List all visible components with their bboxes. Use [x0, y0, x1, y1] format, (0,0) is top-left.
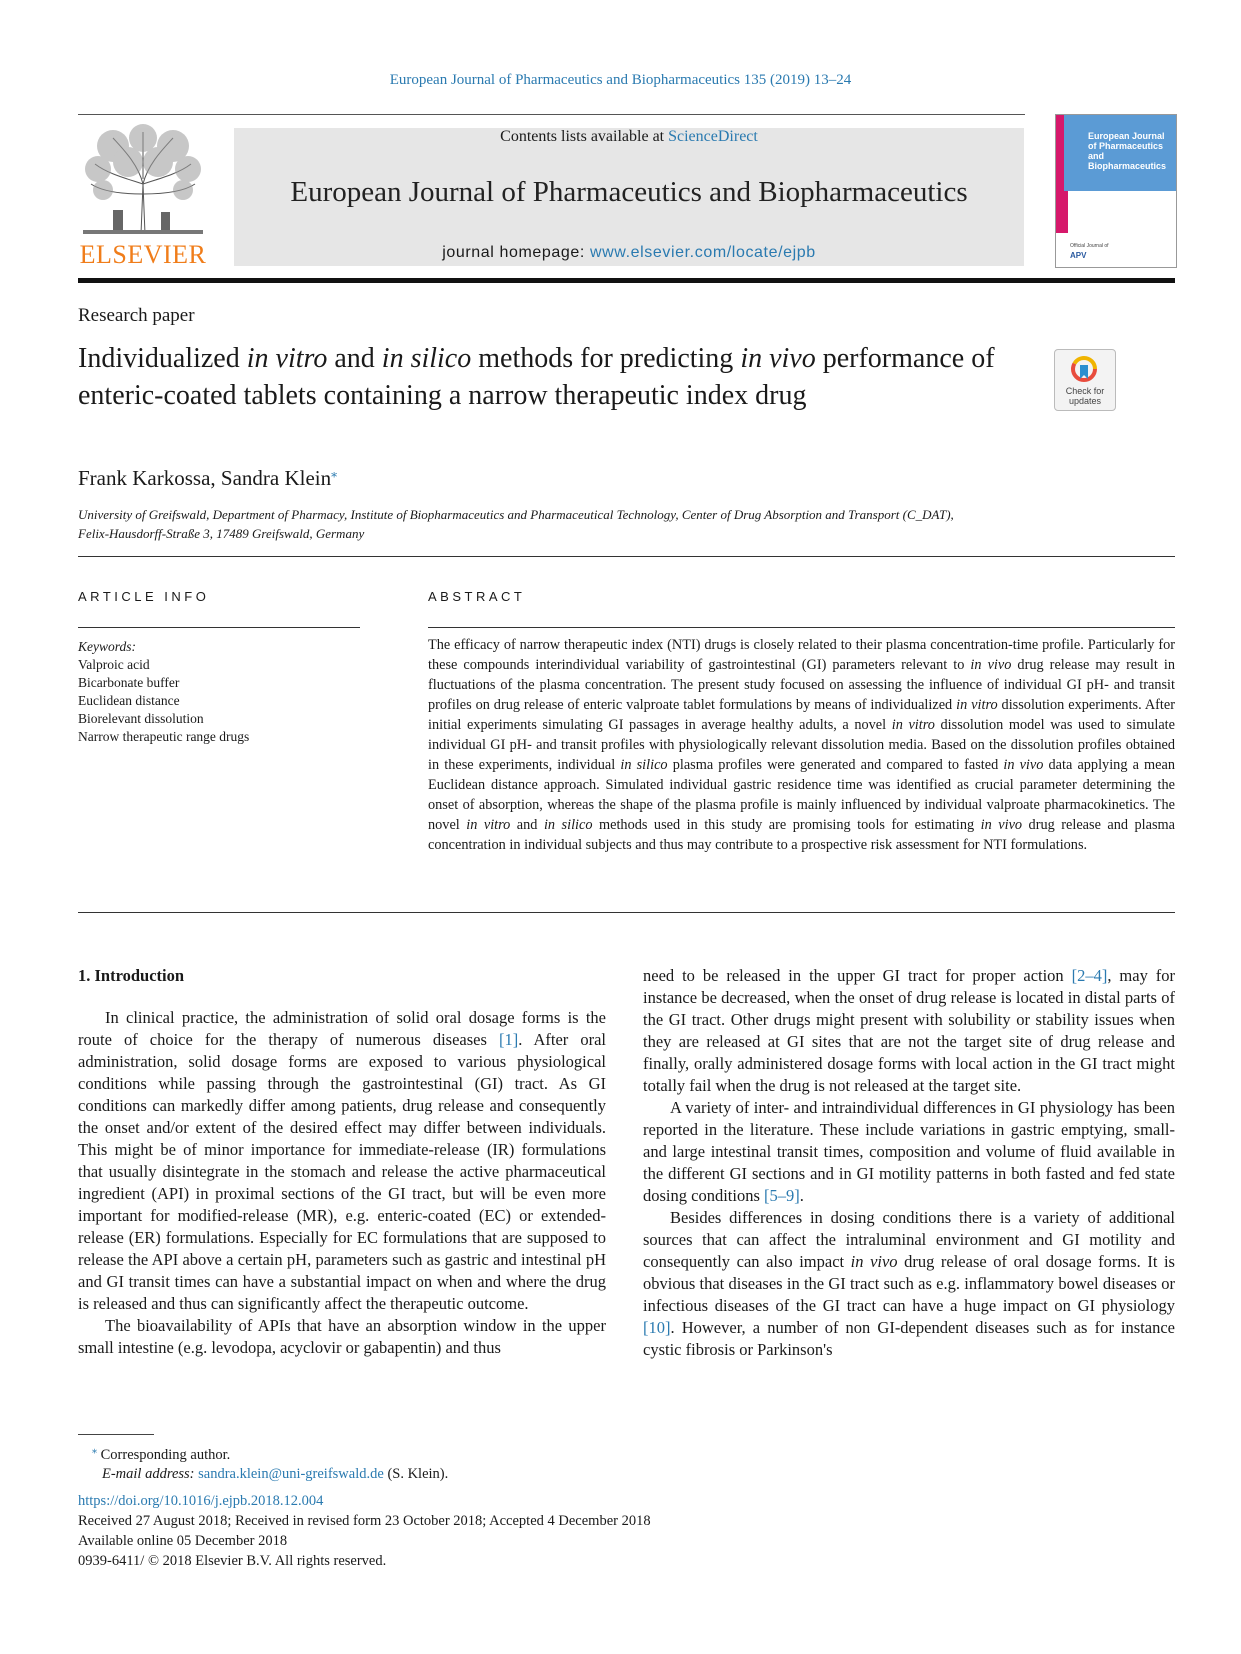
article-info-heading: ARTICLE INFO [78, 589, 210, 604]
article-type: Research paper [78, 305, 195, 326]
body-paragraph: need to be released in the upper GI tract for proper action [2–4], may for instance be decreased, when the onset of drug release is located in distal parts of the GI tract. Other drugs might present with solubility or stability issues when they are released at GI sites that are not the target site of drug release and finally, orally administered dosage forms with local action in the GI tract might totally fail when the drug is not released at the target site. [643, 966, 1175, 1095]
footnote-rule [78, 1434, 154, 1435]
cover-pink-stripe [1056, 115, 1064, 233]
keywords-block [78, 638, 249, 746]
journal-cover-thumbnail[interactable] [1055, 114, 1177, 268]
body-paragraph: A variety of inter- and intraindividual differences in GI physiology has been reported in the literature. These include variations in gastric emptying, small- and large intestinal transit times, composition and volume of fluid available in the different GI sections and in GI motility patterns in both fasted and fed state dosing conditions [5–9]. [643, 1098, 1175, 1205]
author-email-link[interactable]: sandra.klein@uni-greifswald.de [198, 1465, 384, 1482]
header-rule [78, 114, 1025, 115]
corresponding-author-footnote: ⁎ Corresponding author. E-mail address: sandra.klein@uni-greifswald.de (S. Klein). [92, 1445, 449, 1482]
citation-link[interactable]: [10] [643, 1318, 671, 1337]
elsevier-logo[interactable] [78, 124, 208, 270]
section-heading-introduction: 1. Introduction [78, 966, 185, 985]
cover-official-text: Official Journal of [1070, 243, 1109, 249]
footnote-mark: ⁎ [92, 1445, 97, 1456]
journal-banner [234, 128, 1024, 266]
header-thick-rule [78, 278, 1175, 283]
body-column-right [643, 965, 1175, 1361]
running-header[interactable]: European Journal of Pharmaceutics and Biopharmaceutics 135 (2019) 13–24 [389, 72, 852, 88]
article-title: Individualized in vitro and in silico methods for predicting in vivo performance of enteric-coated tablets containing a narrow therapeutic index drug [78, 343, 995, 411]
abstract-heading: ABSTRACT [428, 589, 526, 604]
body-paragraph: Besides differences in dosing conditions there is a variety of additional sources that can affect the intraluminal environment and GI motility and consequently can also impact in vivo drug release of oral dosage forms. It is obvious that diseases in the GI tract such as e.g. inflammatory bowel diseases or infectious diseases of the GI tract can have a huge impact on GI physiology [10]. However, a number of non GI-dependent diseases such as for instance cystic fibrosis or Parkinson's [643, 1208, 1175, 1359]
body-paragraph: The bioavailability of APIs that have an absorption window in the upper small intestine (e.g. levodopa, acyclovir or gabapentin) and thus [78, 1316, 606, 1357]
elsevier-wordmark: ELSEVIER [79, 240, 207, 269]
keyword-item: Bicarbonate buffer [78, 675, 180, 690]
abstract-rule [428, 627, 1175, 628]
article-info-rule [78, 627, 360, 628]
check-for-updates-button[interactable] [1054, 349, 1116, 411]
contents-prefix: Contents lists available at [500, 128, 669, 145]
copyright-line: 0939-6411/ © 2018 Elsevier B.V. All rights reserved. [78, 1553, 387, 1569]
doi-link[interactable]: https://doi.org/10.1016/j.ejpb.2018.12.004 [78, 1493, 324, 1509]
contents-line [234, 128, 1024, 146]
publication-info [78, 1491, 651, 1571]
citation-link[interactable]: [1] [498, 1030, 519, 1049]
check-updates-icon [1069, 355, 1099, 385]
keyword-item: Narrow therapeutic range drugs [78, 729, 250, 744]
received-dates: Received 27 August 2018; Received in revised form 23 October 2018; Accepted 4 December 2018 [78, 1513, 651, 1529]
affiliation: University of Greifswald, Department of Pharmacy, Institute of Biopharmaceutics and Pharmaceutical Technology, Center of Drug Absorption and Transport (C_DAT), Felix-Hausdorff-Straße 3, 17489 Greifswald, Germany [78, 507, 954, 541]
corresponding-author-mark[interactable]: ⁎ [331, 466, 338, 480]
homepage-line [234, 244, 1024, 262]
keyword-item: Valproic acid [78, 657, 150, 672]
homepage-prefix: journal homepage: [442, 244, 590, 261]
body-paragraph: In clinical practice, the administration of solid oral dosage forms is the route of choice for the therapy of numerous diseases [1]. After oral administration, solid dosage forms are exposed to various physiological conditions while passing through the gastrointestinal (GI) tract. As GI conditions can markedly differ among patients, drug release and consequently the onset and/or extent of the desired effect may differ between individuals. This might be of minor importance for immediate-release (IR) formulations that usually disintegrate in the stomach and release the active pharmaceutical ingredient (API) in proximal sections of the GI tract, but will be even more important for modified-release (MR), e.g. enteric-coated (EC) or extended-release (ER) formulations. Especially for EC formulations that are supposed to release the API above a certain pH, parameters such as gastric and intestinal pH and GI transit times can have a substantial impact on when and where the drug is released and thus can significantly affect the therapeutic outcome. [78, 1008, 606, 1313]
check-updates-label: Check for updates [1065, 386, 1105, 406]
citation-link[interactable]: [5–9] [764, 1186, 800, 1205]
homepage-link[interactable]: www.elsevier.com/locate/ejpb [590, 244, 816, 261]
sciencedirect-link[interactable]: ScienceDirect [668, 128, 758, 145]
available-online: Available online 05 December 2018 [78, 1533, 288, 1549]
cover-title: European Journal of Pharmaceutics and Biopharmaceutics [1088, 131, 1167, 171]
cover-apv-logo: APV [1070, 251, 1087, 260]
keyword-item: Biorelevant dissolution [78, 711, 204, 726]
keyword-item: Euclidean distance [78, 693, 180, 708]
keywords-label: Keywords: [78, 639, 136, 654]
cover-pink-bar [1064, 191, 1068, 233]
abstract-text: The efficacy of narrow therapeutic index (NTI) drugs is closely related to their plasma concentration-time profile. Particularly for these compounds interindividual variability of gastrointestinal (GI) parameters relevant to in vivo drug release may result in fluctuations of the plasma concentration. The present study focused on assessing the influence of individual GI pH- and transit profiles on drug release of enteric valproate tablet formulations by means of individualized in vitro dissolution experiments. After initial experiments simulating GI passages in average healthy adults, a novel in vitro dissolution model was used to simulate individual GI pH- and transit profiles with physiologically relevant dissolution media. Based on the dissolution profiles obtained in these experiments, individual in silico plasma profiles were generated and compared to fasted in vivo data applying a mean Euclidean distance approach. Simulated individual gastric residence time was identified as crucial parameter determining the onset of absorption, whereas the shape of the plasma profile is mainly influenced by individual valproate pharmacokinetics. The novel in vitro and in silico methods used in this study are promising tools for estimating in vivo drug release and plasma concentration in individual subjects and thus may contribute to a prospective risk assessment for NTI formulations. [428, 637, 1176, 853]
affiliation-rule [78, 556, 1175, 557]
elsevier-tree-icon [83, 124, 203, 236]
author-list: Frank Karkossa, Sandra Klein⁎ [78, 466, 338, 490]
abstract-bottom-rule [78, 912, 1175, 913]
citation-link[interactable]: [2–4] [1071, 966, 1108, 985]
journal-name: European Journal of Pharmaceutics and Biopharmaceutics [290, 176, 968, 208]
body-column-left [78, 965, 606, 1359]
